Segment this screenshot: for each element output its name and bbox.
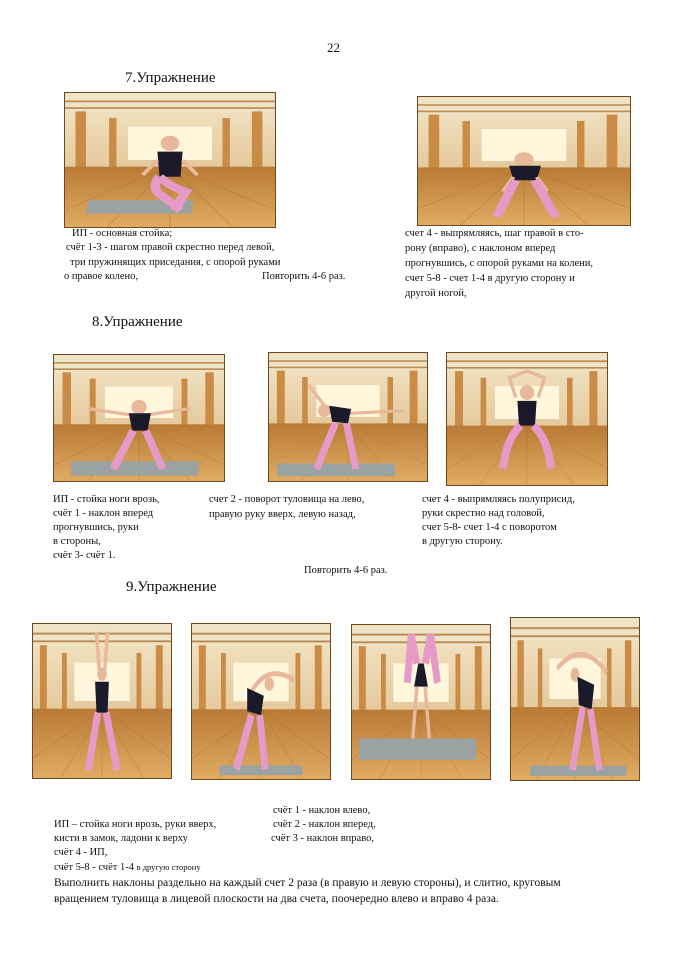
exercise8-photo-2 (268, 352, 428, 482)
exercise9-photo-2 (191, 623, 331, 780)
exercise9-para1: Выполнить наклоны раздельно на каждый счет 2 раза (в правую и левую стороны), и слитно, круговым (54, 877, 561, 889)
exercise8-col3-text-1: счет 4 - выпрямляясь полуприсид, (422, 494, 575, 505)
exercise8-col1-text-4: в стороны, (53, 536, 101, 547)
exercise9-line2-right: счёт 2 - наклон вперед, (273, 819, 376, 830)
exercise8-col1-text-3: прогнувшись, руки (53, 522, 139, 533)
exercise8-repeat: Повторить 4-6 раз. (304, 565, 388, 576)
exercise9-line1: счёт 1 - наклон влево, (273, 805, 371, 816)
exercise8-photo-1 (53, 354, 225, 482)
exercise7-right-text-1: счет 4 - выпрямляясь, шаг правой в сто- (405, 228, 584, 239)
exercise8-col1-text-5: счёт 3- счёт 1. (53, 550, 116, 561)
exercise7-title: 7.Упражнение (125, 70, 216, 86)
exercise9-title: 9.Упражнение (126, 579, 217, 595)
exercise7-right-text-3: прогнувшись, с опорой руками на колени, (405, 258, 594, 269)
exercise7-left-text-2: счёт 1-3 - шагом правой скрестно перед левой, (66, 242, 275, 253)
exercise9-line5 (54, 860, 201, 876)
exercise8-col1-text-2: счёт 1 - наклон вперед (53, 508, 154, 519)
exercise7-left-text-4: о правое колено, (64, 271, 139, 282)
exercise8-col2-text-2: правую руку вверх, левую назад, (209, 509, 356, 520)
exercise9-line3-right: счёт 3 - наклон вправо, (271, 833, 374, 844)
exercise9-line5-small: в другую сторону (136, 862, 201, 872)
exercise8-col3-text-3: счет 5-8- счет 1-4 с поворотом (422, 522, 557, 533)
exercise7-left-text-3: три пружинящих приседания, с опорой руками (70, 257, 281, 268)
exercise7-right-text-2: рону (вправо), с наклоном вперед (405, 243, 556, 254)
exercise8-col3-text-2: руки скрестно над головой, (422, 508, 545, 519)
exercise7-photo-1 (64, 92, 276, 228)
exercise9-para2: вращением туловища в лицевой плоскости на два счета, поочередно влево и вправо 4 раза. (54, 893, 499, 905)
exercise9-photo-1 (32, 623, 172, 779)
exercise8-photo-3 (446, 352, 608, 486)
exercise9-photo-4 (510, 617, 640, 781)
exercise7-left-text-1: ИП - основная стойка; (72, 228, 173, 239)
exercise8-col2-text-1: счет 2 - поворот туловища на лево, (209, 494, 365, 505)
exercise8-col3-text-4: в другую сторону. (422, 536, 503, 547)
exercise8-title: 8.Упражнение (92, 314, 183, 330)
exercise7-right-text-4: счет 5-8 - счет 1-4 в другую сторону и (405, 273, 575, 284)
page-number: 22 (327, 40, 340, 55)
exercise7-right-text-5: другой ногой, (405, 288, 467, 299)
exercise9-line3-left: кисти в замок, ладони к верху (54, 833, 188, 844)
exercise7-photo-2 (417, 96, 631, 226)
exercise7-repeat: Повторить 4-6 раз. (262, 271, 346, 282)
exercise9-photo-3 (351, 624, 491, 780)
exercise9-line4: счёт 4 - ИП, (54, 847, 108, 858)
exercise8-col1-text-1: ИП - стойка ноги врозь, (53, 494, 160, 505)
exercise9-line5-main: счёт 5-8 - счёт 1-4 (54, 862, 134, 873)
exercise9-line2-left: ИП – стойка ноги врозь, руки вверх, (54, 819, 217, 830)
